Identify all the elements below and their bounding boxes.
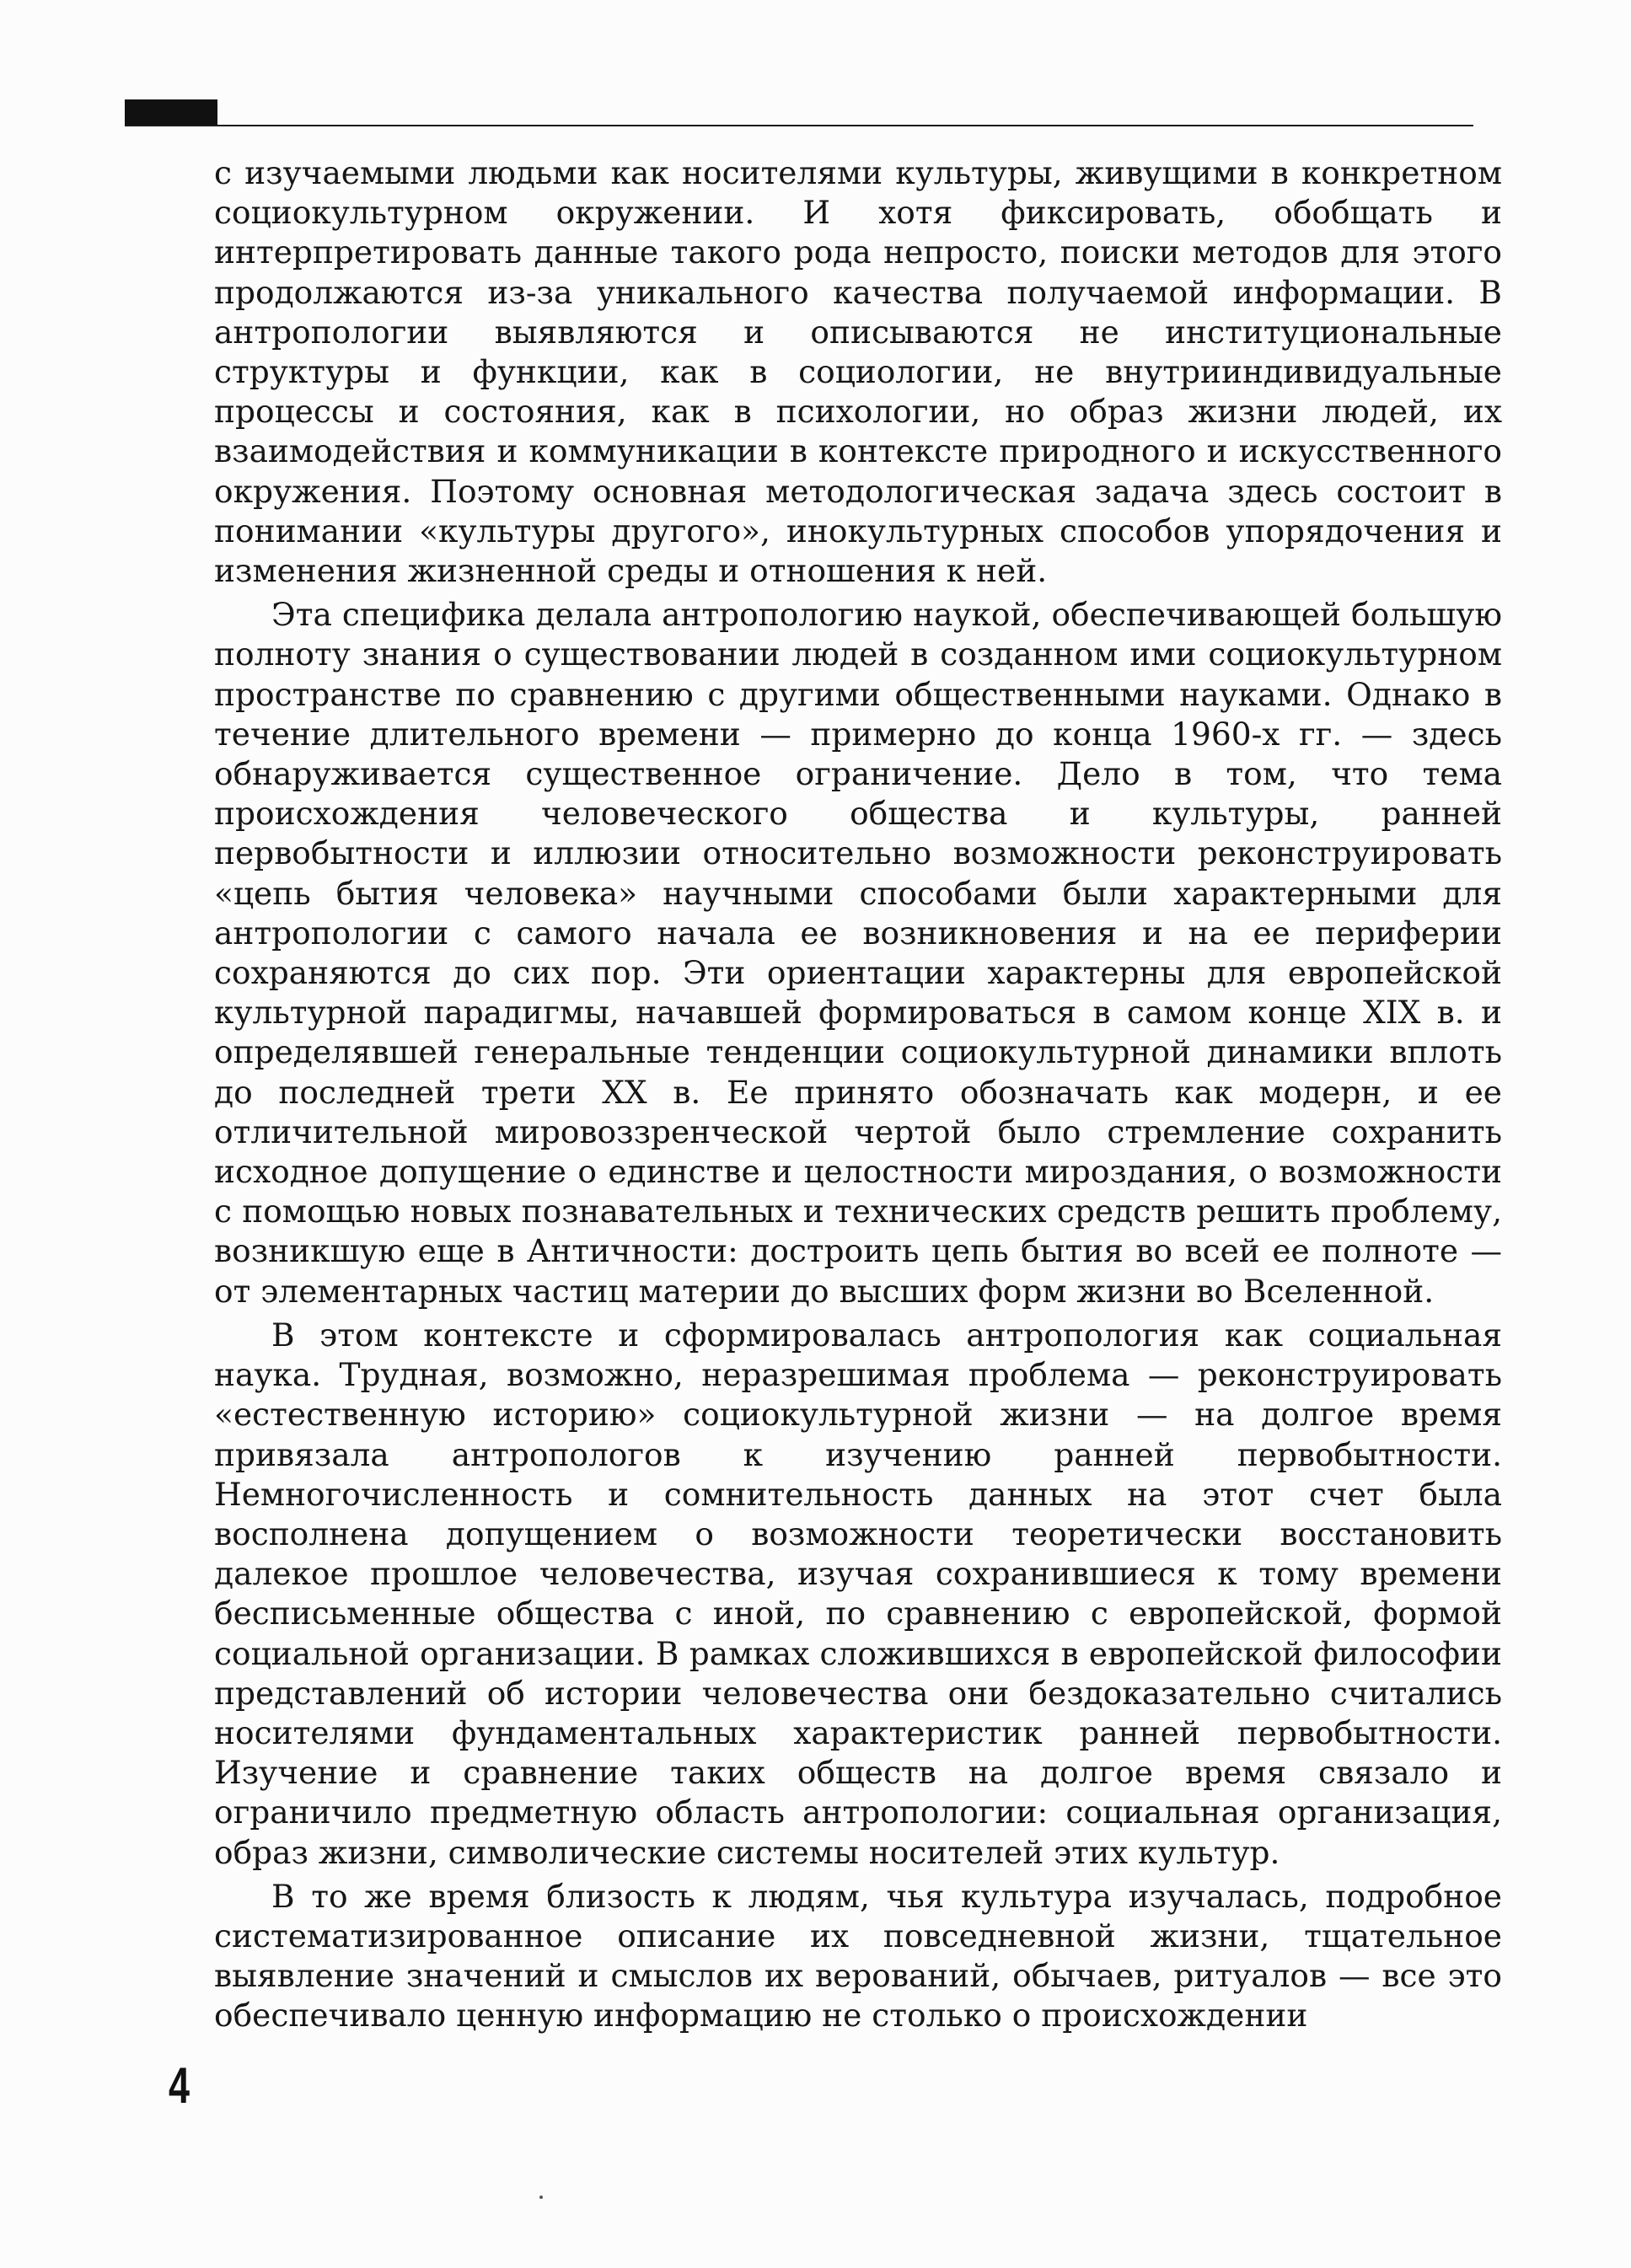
header-rule (125, 125, 1473, 126)
scan-speck (539, 2196, 543, 2199)
paragraph-3: В этом контексте и сформировалась антропология как социальная наука. Трудная, возможно, неразрешимая проблема — реконструировать «естественную историю» социокультурной жизни — на долгое время привязала антропологов к изучению ранней первобытности. Немногочисленность и сомнительность данных на этот счет была восполнена допущением о возможности теоретически восстановить далекое прошлое человечества, изучая сохранившиеся к тому времени бесписьменные общества с иной, по сравнению с европейской, формой социальной организации. В рамках сложившихся в европейской философии представлений об истории человечества они бездоказательно считались носителями фундаментальных характеристик ранней первобытности. Изучение и сравнение таких обществ на долгое время связало и ограничило предметную область антропологии: социальная организация, образ жизни, символические системы носителей этих культур. (214, 1316, 1502, 1871)
page-number: 4 (169, 2057, 190, 2114)
paragraph-1: с изучаемыми людьми как носителями культуры, живущими в конкретном социокультурном окружении. И хотя фиксировать, обобщать и интерпретировать данные такого рода непросто, поиски методов для этого продолжаются из-за уникального качества получаемой информации. В антропологии выявляются и описываются не институциональные структуры и функции, как в социологии, не внутрииндивидуальные процессы и состояния, как в психологии, но образ жизни людей, их взаимодействия и коммуникации в контексте природного и искусственного окружения. Поэтому основная методологическая задача здесь состоит в понимании «культуры другого», инокультурных способов упорядочения и изменения жизненной среды и отношения к ней. (214, 154, 1502, 590)
paragraph-2: Эта специфика делала антропологию наукой, обеспечивающей большую полноту знания о существовании людей в созданном ими социокультурном пространстве по сравнению с другими общественными науками. Однако в течение длительного времени — примерно до конца 1960-х гг. — здесь обнаруживается существенное ограничение. Дело в том, что тема происхождения человеческого общества и культуры, ранней первобытности и иллюзии относительно возможности реконструировать «цепь бытия человека» научными способами были характерными для антропологии с самого начала ее возникновения и на ее периферии сохраняются до сих пор. Эти ориентации характерны для европейской культурной парадигмы, начавшей формироваться в самом конце XIX в. и определявшей генеральные тенденции социокультурной динамики вплоть до последней трети XX в. Ее принято обозначать как модерн, и ее отличительной мировоззренческой чертой было стремление сохранить исходное допущение о единстве и целостности мироздания, о возможности с помощью новых познавательных и технических средств решить проблему, возникшую еще в Античности: достроить цепь бытия во всей ее полноте — от элементарных частиц материи до высших форм жизни во Вселенной. (214, 596, 1502, 1310)
body-text (214, 153, 1502, 2040)
paragraph-4: В то же время близость к людям, чья культура изучалась, подробное систематизированное описание их повседневной жизни, тщательное выявление значений и смыслов их верований, обычаев, ритуалов — все это обеспечивало ценную информацию не столько о происхождении (214, 1877, 1502, 2035)
header-bar-marker (125, 99, 217, 126)
